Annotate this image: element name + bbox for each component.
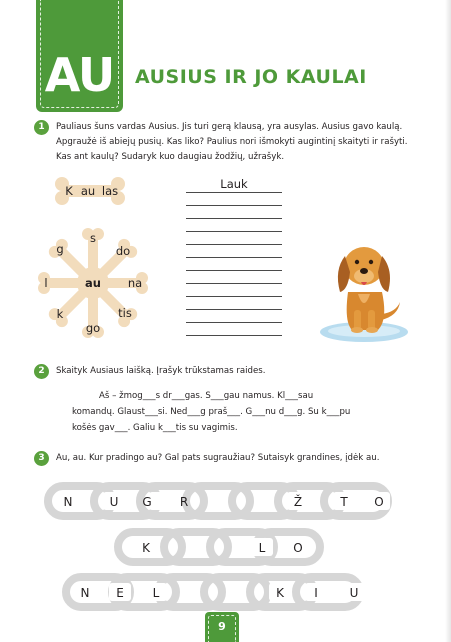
task-1-line-1: Pauliaus šuns vardas Ausius. Jis turi gerą klausą, yra ausylas. Ausius gavo kaulą.: [56, 122, 403, 132]
answer-line[interactable]: [186, 309, 282, 310]
chain-letter: L: [152, 586, 160, 600]
task-3-instruction: Au, au. Kur pradingo au? Gal pats sugraužiau? Sutaisyk grandines, įdėk au.: [56, 453, 380, 463]
answer-example-word: Lauk: [220, 177, 248, 191]
task-2-instruction: Skaityk Ausiaus laišką. Įrašyk trūkstamas raides.: [56, 366, 266, 376]
chain-letter: K: [276, 586, 284, 600]
lesson-title: AUSIUS IR JO KAULAI: [135, 66, 367, 88]
chain-letter: U: [349, 586, 359, 600]
answer-line[interactable]: [186, 205, 282, 206]
answer-line[interactable]: [186, 270, 282, 271]
chain-letter: Ž: [293, 495, 303, 509]
answer-line[interactable]: [186, 218, 282, 219]
star-spoke-left: l: [44, 276, 48, 290]
answer-line[interactable]: [186, 231, 282, 232]
task-1-line-2: Apgraužė iš abiejų pusių. Kas liko? Paulius nori išmokyti augintinį skaityti ir rašyti.: [56, 137, 408, 147]
star-spoke-top-right: do: [115, 244, 131, 258]
lesson-letters: AU: [44, 48, 115, 102]
bone-left-syllable: K: [65, 184, 73, 198]
dog-illustration: [318, 232, 410, 344]
answer-line[interactable]: [186, 322, 282, 323]
answer-line[interactable]: [186, 244, 282, 245]
chain-letter: K: [142, 541, 150, 555]
task-1-text: [56, 120, 408, 165]
chain-letter: L: [258, 541, 266, 555]
star-spoke-bottom-right: tis: [118, 306, 132, 320]
page-number-tab: [205, 612, 239, 642]
chain-letter: U: [109, 495, 119, 509]
chain-letter: T: [340, 495, 348, 509]
answer-line[interactable]: [186, 296, 282, 297]
bone-right-syllable: las: [101, 184, 119, 198]
chain-letter: O: [374, 495, 384, 509]
chain-letter: I: [314, 586, 318, 600]
letter-line-2: komandų. Glaust___si. Ned___g praš___. G___nu d___g. Su k___pu: [72, 407, 351, 417]
task-2-number: 2: [34, 364, 49, 379]
task-1-number: 1: [34, 120, 49, 135]
chain-letter: N: [63, 495, 73, 509]
letter-line-3: košės gav___. Galiu k___tis su vagimis.: [72, 423, 238, 433]
answer-line[interactable]: [186, 192, 282, 193]
answer-line[interactable]: [186, 335, 282, 336]
chain-letter: O: [293, 541, 303, 555]
star-center-syllable: au: [85, 276, 101, 290]
star-spoke-right: na: [127, 276, 143, 290]
letter-line-1: Aš – žmog___s dr___gas. S___gau namus. Kl___sau: [99, 391, 314, 401]
task-1-line-3: Kas ant kaulų? Sudaryk kuo daugiau žodžių, užrašyk.: [56, 152, 285, 162]
page-number: 9: [218, 620, 226, 633]
chain-letter: E: [116, 586, 124, 600]
chain-letter: R: [179, 495, 189, 509]
task-3-number: 3: [34, 451, 49, 466]
page-edge-shadow: [445, 0, 451, 642]
star-spoke-top-left: g: [56, 242, 64, 256]
lesson-letter-tab: [36, 0, 123, 112]
star-spoke-bottom-left: k: [56, 307, 64, 321]
chain-letter: G: [142, 495, 152, 509]
chain-letter: N: [80, 586, 90, 600]
star-spoke-bottom: go: [85, 321, 101, 335]
answer-line[interactable]: [186, 257, 282, 258]
star-spoke-top: s: [90, 231, 96, 245]
answer-line[interactable]: [186, 283, 282, 284]
bone-middle-syllable: au: [80, 184, 96, 198]
